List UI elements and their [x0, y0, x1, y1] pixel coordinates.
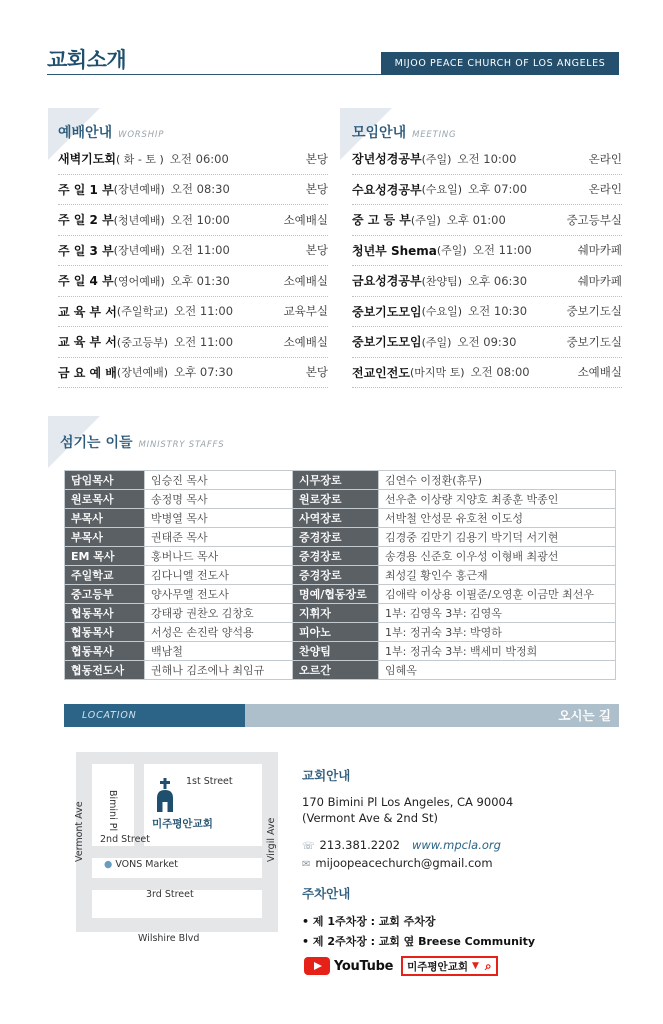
- staff-role: 증경장로: [293, 528, 379, 547]
- meeting-time: 오후 01:00: [446, 212, 506, 227]
- worship-name: 새벽기도회: [58, 152, 116, 167]
- address-line1: 170 Bimini Pl Los Angeles, CA 90004: [302, 795, 514, 809]
- meeting-time: 오전 08:00: [470, 365, 530, 380]
- worship-row: [58, 358, 328, 389]
- meeting-place: 온라인: [588, 151, 622, 166]
- meeting-row: [352, 327, 622, 358]
- worship-place: 소예배실: [283, 334, 328, 349]
- staff-role: 주일학교: [65, 566, 145, 585]
- worship-sub: (주일학교): [116, 305, 168, 319]
- staff-row: [65, 585, 616, 604]
- staff-role: 부목사: [65, 509, 145, 528]
- staff-names: 김연수 이정환(휴무): [379, 471, 616, 490]
- worship-time: 오전 11:00: [174, 334, 234, 349]
- search-icon: ⌕: [484, 958, 492, 973]
- staff-names: 권해나 김조에나 최임규: [145, 661, 293, 680]
- staff-row: [65, 490, 616, 509]
- worship-name: 주 일 4 부: [58, 274, 114, 289]
- meeting-sub: (주일): [410, 213, 441, 227]
- worship-place: 본당: [305, 365, 328, 380]
- staff-names: 선우춘 이상량 지양호 최종훈 박종인: [379, 490, 616, 509]
- meeting-sub: (주일): [421, 152, 452, 166]
- dropdown-arrow-icon: ▼: [471, 961, 479, 971]
- staff-role: 시무장로: [293, 471, 379, 490]
- meeting-row: [352, 358, 622, 389]
- staff-row: [65, 528, 616, 547]
- church-banner: MIJOO PEACE CHURCH OF LOS ANGELES: [381, 52, 619, 75]
- staff-role: 부목사: [65, 528, 145, 547]
- worship-heading: 예배안내 WORSHIP: [58, 125, 165, 141]
- staff-names: 임혜옥: [379, 661, 616, 680]
- meeting-time: 오후 06:30: [468, 273, 528, 288]
- meeting-sub: (주일): [421, 335, 452, 349]
- staff-row: [65, 471, 616, 490]
- map-label-bimini: Bimini Pl: [107, 790, 118, 832]
- parking-1: • 제 1주차장 : 교회 주차장: [302, 915, 436, 928]
- worship-place: 소예배실: [283, 273, 328, 288]
- worship-name: 교 육 부 서: [58, 335, 117, 350]
- staff-names: 김다니엘 전도사: [145, 566, 293, 585]
- map-road-top: [76, 752, 278, 764]
- staff-names: 서성은 손진락 양석용: [145, 623, 293, 642]
- map-label-vons: ● VONS Market: [104, 859, 178, 870]
- worship-name: 주 일 2 부: [58, 213, 114, 228]
- worship-place: 본당: [305, 151, 328, 166]
- meeting-place: 쉐마카페: [577, 273, 622, 288]
- worship-time: 오전 11:00: [170, 243, 230, 258]
- staff-names: 김경중 김만기 김용기 박기덕 서기현: [379, 528, 616, 547]
- map-label-vermont: Vermont Ave: [74, 801, 85, 862]
- info-heading: 교회안내: [302, 768, 351, 783]
- staff-table: [64, 470, 616, 680]
- staff-names: 1부: 정귀숙 3부: 박영하: [379, 623, 616, 642]
- staff-row: [65, 566, 616, 585]
- meeting-sub: (마지막 토): [409, 366, 465, 380]
- meeting-place: 중보기도실: [566, 304, 622, 319]
- meeting-heading: 모임안내 MEETING: [352, 125, 457, 141]
- map-road-wilshire: [76, 918, 278, 932]
- meeting-row: [352, 175, 622, 206]
- church-info: [302, 766, 622, 952]
- meeting-place: 중보기도실: [566, 334, 622, 349]
- staff-role: 증경장로: [293, 547, 379, 566]
- staff-role: 협동목사: [65, 604, 145, 623]
- staff-names: 송경용 신준호 이우성 이형배 최광선: [379, 547, 616, 566]
- staff-role: 지휘자: [293, 604, 379, 623]
- meeting-name: 전교인전도: [352, 365, 410, 380]
- staff-role: 담임목사: [65, 471, 145, 490]
- meeting-place: 중고등부실: [566, 212, 622, 227]
- email-row: [302, 855, 622, 873]
- meeting-name: 중 고 등 부: [352, 213, 411, 228]
- staff-row: [65, 661, 616, 680]
- meeting-place: 소예배실: [577, 365, 622, 380]
- staff-role: 협동전도사: [65, 661, 145, 680]
- staff-names: 강태광 권찬오 김창호: [145, 604, 293, 623]
- phone-row: [302, 837, 622, 855]
- phone-icon: ☏: [302, 841, 315, 852]
- staff-names: 서박철 안성문 유호천 이도성: [379, 509, 616, 528]
- staff-names: 홍버나드 목사: [145, 547, 293, 566]
- meeting-schedule: [352, 144, 622, 388]
- map-road-2nd: [92, 846, 278, 858]
- youtube-search-box[interactable]: 미주평안교회 ▼ ⌕: [401, 956, 498, 976]
- youtube-icon: [304, 957, 330, 975]
- meeting-name: 수요성경공부: [352, 182, 422, 197]
- worship-time: 오전 08:30: [170, 182, 230, 197]
- meeting-row: [352, 297, 622, 328]
- worship-row: [58, 297, 328, 328]
- worship-row: [58, 236, 328, 267]
- meeting-row: [352, 266, 622, 297]
- directions-map: [74, 752, 278, 944]
- meeting-row: [352, 205, 622, 236]
- meeting-time: 오후 07:00: [468, 182, 528, 197]
- meeting-sub: (찬양팀): [421, 274, 463, 288]
- map-label-virgil: Virgil Ave: [266, 817, 277, 862]
- staff-row: [65, 623, 616, 642]
- worship-row: [58, 205, 328, 236]
- staff-role: 사역장로: [293, 509, 379, 528]
- staff-names: 양사무엘 전도사: [145, 585, 293, 604]
- worship-sub: (장년예배): [113, 183, 165, 197]
- worship-name: 주 일 3 부: [58, 243, 114, 258]
- staff-names: 김애락 이상용 이필준/오영훈 이금만 최선우: [379, 585, 616, 604]
- worship-time: 오전 10:00: [170, 212, 230, 227]
- meeting-name: 중보기도모임: [352, 304, 422, 319]
- worship-place: 본당: [305, 182, 328, 197]
- staff-row: [65, 547, 616, 566]
- worship-row: [58, 175, 328, 206]
- meeting-row: [352, 236, 622, 267]
- worship-place: 소예배실: [283, 212, 328, 227]
- staff-row: [65, 642, 616, 661]
- meeting-row: [352, 144, 622, 175]
- staff-row: [65, 509, 616, 528]
- worship-place: 교육부실: [283, 304, 328, 319]
- map-pin-icon: ●: [104, 859, 113, 870]
- meeting-name: 금요성경공부: [352, 274, 422, 289]
- worship-name: 교 육 부 서: [58, 304, 117, 319]
- staff-role: EM 목사: [65, 547, 145, 566]
- phone-number[interactable]: 213.381.2202: [319, 838, 400, 852]
- youtube-channel[interactable]: [304, 956, 498, 976]
- staff-names: 임승진 목사: [145, 471, 293, 490]
- meeting-sub: (수요일): [421, 305, 463, 319]
- staff-heading: 섬기는 이들 MINISTRY STAFFS: [60, 435, 225, 451]
- location-label: LOCATION: [64, 704, 245, 727]
- worship-time: 오전 06:00: [169, 151, 229, 166]
- meeting-name: 중보기도모임: [352, 335, 422, 350]
- map-label-wilshire: Wilshire Blvd: [138, 933, 200, 944]
- worship-row: [58, 266, 328, 297]
- staff-role: 명예/협동장로: [293, 585, 379, 604]
- worship-time: 오전 11:00: [174, 304, 234, 319]
- map-label-2nd-street: 2nd Street: [100, 834, 150, 845]
- church-icon: [154, 778, 176, 812]
- staff-names: 1부: 김영옥 3부: 김영옥: [379, 604, 616, 623]
- staff-role: 협동목사: [65, 642, 145, 661]
- location-title: 오시는 길: [558, 708, 611, 723]
- staff-row: [65, 604, 616, 623]
- worship-sub: (장년예배): [116, 366, 168, 380]
- map-label-3rd-street: 3rd Street: [146, 889, 194, 900]
- worship-row: [58, 327, 328, 358]
- worship-name: 주 일 1 부: [58, 182, 114, 197]
- mail-icon: ✉: [302, 859, 311, 870]
- worship-row: [58, 144, 328, 175]
- staff-names: 백남철: [145, 642, 293, 661]
- map-label-1st-street: 1st Street: [186, 776, 233, 787]
- staff-names: 권태준 목사: [145, 528, 293, 547]
- map-church-name: 미주평안교회: [152, 818, 213, 830]
- staff-role: 증경장로: [293, 566, 379, 585]
- staff-role: 피아노: [293, 623, 379, 642]
- meeting-place: 온라인: [588, 182, 622, 197]
- meeting-place: 쉐마카페: [577, 243, 622, 258]
- worship-sub: (중고등부): [116, 335, 168, 349]
- worship-sub: ( 화 - 토 ): [115, 152, 164, 166]
- meeting-time: 오전 11:00: [472, 243, 532, 258]
- worship-sub: (청년예배): [113, 213, 165, 227]
- youtube-wordmark: YouTube: [334, 958, 394, 974]
- staff-role: 원로장로: [293, 490, 379, 509]
- staff-role: 중고등부: [65, 585, 145, 604]
- worship-sub: (영어예배): [113, 274, 165, 288]
- meeting-time: 오전 10:00: [457, 151, 517, 166]
- parking-heading: 주차안내: [302, 886, 351, 901]
- worship-sub: (장년예배): [113, 244, 165, 258]
- worship-time: 오후 01:30: [170, 273, 230, 288]
- staff-names: 송정명 목사: [145, 490, 293, 509]
- staff-names: 1부: 정귀숙 3부: 백세미 박정희: [379, 642, 616, 661]
- meeting-time: 오전 09:30: [457, 334, 517, 349]
- worship-name: 금 요 예 배: [58, 365, 117, 380]
- page-title: 교회소개: [47, 48, 127, 72]
- meeting-name: 청년부 Shema: [352, 243, 437, 258]
- email-link[interactable]: mijoopeacechurch@gmail.com: [315, 856, 493, 870]
- staff-role: 원로목사: [65, 490, 145, 509]
- meeting-sub: (주일): [436, 244, 467, 258]
- worship-schedule: [58, 144, 328, 388]
- parking-2: • 제 2주차장 : 교회 옆 Breese Community: [302, 935, 536, 948]
- worship-place: 본당: [305, 243, 328, 258]
- meeting-name: 장년성경공부: [352, 152, 422, 167]
- location-bar: [64, 704, 619, 727]
- staff-names: 최성길 황인수 홍근재: [379, 566, 616, 585]
- worship-time: 오후 07:30: [174, 365, 234, 380]
- staff-role: 오르간: [293, 661, 379, 680]
- meeting-time: 오전 10:30: [468, 304, 528, 319]
- staff-names: 박병열 목사: [145, 509, 293, 528]
- meeting-sub: (수요일): [421, 183, 463, 197]
- address-line2: (Vermont Ave & 2nd St): [302, 811, 438, 825]
- staff-role: 협동목사: [65, 623, 145, 642]
- staff-role: 찬양팀: [293, 642, 379, 661]
- website-link[interactable]: www.mpcla.org: [412, 838, 501, 852]
